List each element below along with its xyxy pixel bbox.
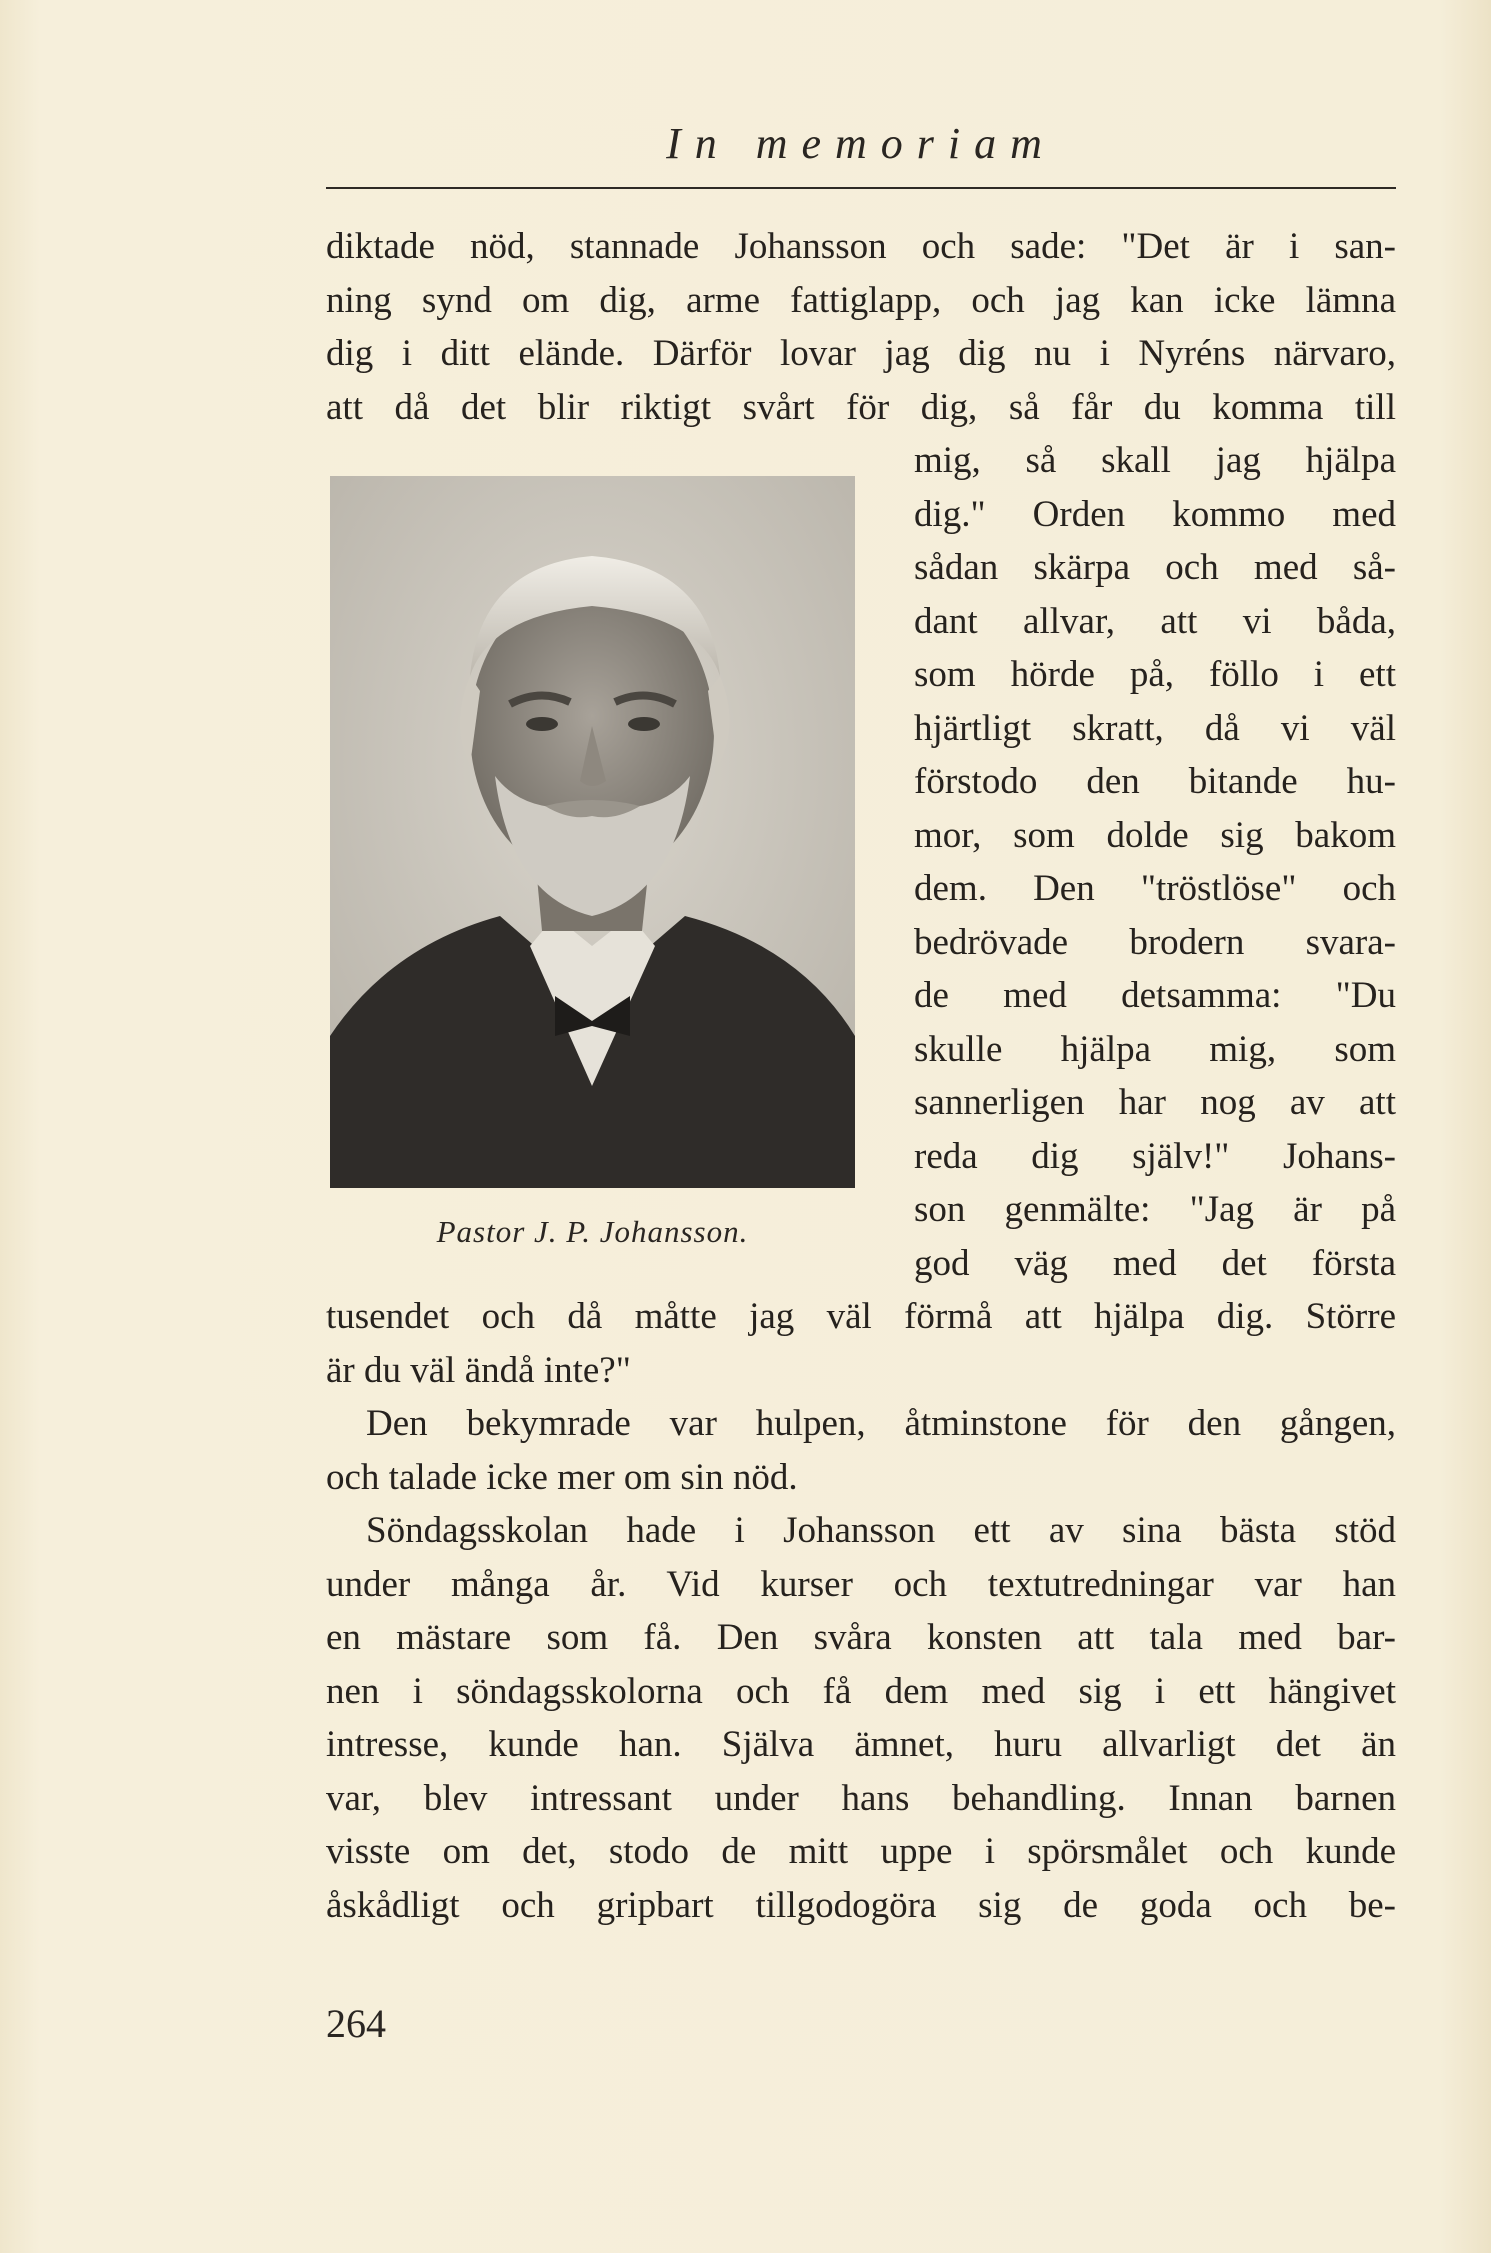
text-line: visste om det, stodo de mitt uppe i spörsmålet och kunde <box>326 1831 1396 1872</box>
column-line: de med detsamma: "Du <box>914 975 1396 1016</box>
text-line: diktade nöd, stannade Johansson och sade: "Det är i san- <box>326 226 1396 267</box>
text-line: åskådligt och gripbart tillgodogöra sig de goda och be- <box>326 1884 1396 1926</box>
text-line: Söndagsskolan hade i Johansson ett av sina bästa stöd <box>366 1510 1396 1551</box>
header-rule <box>326 187 1396 189</box>
text-line: ning synd om dig, arme fattiglapp, och jag kan icke lämna <box>326 279 1396 321</box>
column-line: son genmälte: "Jag är på <box>914 1189 1396 1230</box>
column-line: som hörde på, föllo i ett <box>914 654 1396 695</box>
column-line: förstodo den bitande hu- <box>914 761 1396 802</box>
text-line: är du väl ändå inte?" <box>326 1349 631 1391</box>
page-number: 264 <box>326 2001 386 2046</box>
column-line: mig, så skall jag hjälpa <box>914 440 1396 481</box>
column-line: mor, som dolde sig bakom <box>914 814 1396 856</box>
text-line: var, blev intressant under hans behandling. Innan barnen <box>326 1777 1396 1819</box>
running-title: In memoriam <box>666 119 1056 168</box>
text-line: intresse, kunde han. Själva ämnet, huru allvarligt det än <box>326 1724 1396 1765</box>
figure-caption: Pastor J. P. Johansson. <box>436 1214 749 1249</box>
column-line: hjärtligt skratt, då vi väl <box>914 707 1396 749</box>
column-line: skulle hjälpa mig, som <box>914 1028 1396 1070</box>
text-line: nen i söndagsskolorna och få dem med sig i ett hängivet <box>326 1670 1396 1712</box>
text-line: under många år. Vid kurser och textutredningar var han <box>326 1563 1396 1605</box>
text-line: tusendet och då måtte jag väl förmå att hjälpa dig. Större <box>326 1296 1396 1337</box>
text-line: en mästare som få. Den svåra konsten att tala med bar- <box>326 1617 1396 1658</box>
column-line: reda dig själv!" Johans- <box>914 1135 1396 1177</box>
column-line: sannerligen har nog av att <box>914 1082 1396 1123</box>
column-line: god väg med det första <box>914 1242 1396 1284</box>
column-line: dem. Den "tröstlöse" och <box>914 868 1396 909</box>
text-line: att då det blir riktigt svårt för dig, så får du komma till <box>326 386 1396 428</box>
text-line: dig i ditt elände. Därför lovar jag dig nu i Nyréns närvaro, <box>326 333 1396 374</box>
column-line: sådan skärpa och med så- <box>914 547 1396 588</box>
text-line: Den bekymrade var hulpen, åtminstone för den gången, <box>366 1403 1396 1444</box>
text-line: och talade icke mer om sin nöd. <box>326 1456 798 1498</box>
column-line: dig." Orden kommo med <box>914 493 1396 535</box>
body-text <box>326 220 1396 1932</box>
column-line: bedrövade brodern svara- <box>914 921 1396 963</box>
column-line: dant allvar, att vi båda, <box>914 600 1396 642</box>
